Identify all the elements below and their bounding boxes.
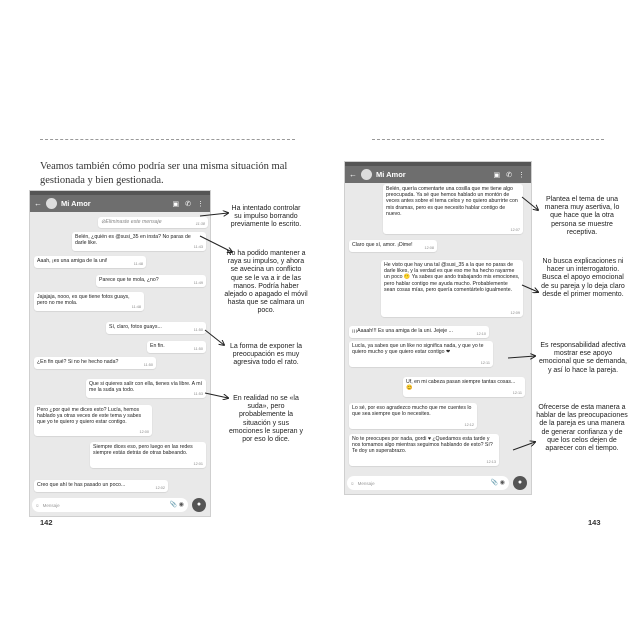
attach-camera-icons[interactable]: 📎 ◉ bbox=[169, 502, 184, 508]
annotation-note: Plantea el tema de una manera muy asertiva, lo que hace que la otra persona se muestre receptiva. bbox=[544, 196, 620, 236]
video-call-icon[interactable]: ▣ bbox=[493, 171, 501, 179]
emoji-icon[interactable]: ☺ bbox=[35, 502, 40, 508]
chat-message: Aaah, ¡es una amiga de la uni! 11:48 bbox=[34, 256, 146, 268]
chat-message: Sí, claro, fotos guays... 11:50 bbox=[106, 322, 206, 334]
chat-message: Siempre dices eso, pero luego en las redes siempre estás detrás de otras babeando. 12:01 bbox=[90, 442, 206, 468]
arrow bbox=[200, 213, 228, 216]
arrow bbox=[522, 197, 538, 210]
attach-camera-icons[interactable]: 📎 ◉ bbox=[490, 480, 505, 486]
contact-name[interactable]: Mi Amor bbox=[376, 170, 406, 179]
arrow bbox=[513, 442, 535, 450]
chat-message: Lucía, ya sabes que un like no significa nada, y que yo te quiero mucho y que quiero estar contigo ❤ 12:11 bbox=[349, 341, 493, 367]
message-placeholder: Mensaje bbox=[357, 480, 375, 486]
annotation-note: En realidad no se «la suda», pero probablemente la situación y sus emociones le superan y por eso lo dice. bbox=[229, 395, 303, 444]
chat-message: Pero ¿por qué me dices esto? Lucía, hemos hablado ya otras veces de este tema y sabes que yo te quiero y quiero estar contigo. 12:00 bbox=[34, 405, 152, 436]
arrow bbox=[205, 330, 224, 345]
microphone-icon[interactable]: ● bbox=[513, 476, 527, 490]
annotation-note: No ha podido mantener a raya su impulso, y ahora se avecina un conflicto que se le va a ir de las manos. Podría haber alejado o apagado el móvil hasta que se calmara un poco. bbox=[224, 250, 308, 315]
annotation-note: Ofrecerse de esta manera a hablar de las preocupaciones de la pareja es una manera de generar confianza y de que los celos dejen de aparecer con el tiempo. bbox=[536, 404, 628, 453]
chat-message: Jajajaja, nooo, es que tiene fotos guays, pero no me mola. 11:48 bbox=[34, 292, 144, 311]
arrow bbox=[200, 236, 232, 252]
chat-message: En fin. 11:50 bbox=[147, 341, 206, 353]
intro-paragraph: Veamos también cómo podría ser una misma situación mal gestionada y bien gestionada. bbox=[40, 161, 288, 186]
chat-message: ⊘ Eliminaste este mensaje 11:38 bbox=[98, 217, 208, 228]
chat-message: Belén, quería comentarte una cosilla que me tiene algo preocupada. Ya sé que hemos hablado un montón de veces antes sobre el tema celos y no quiero aburrirte con mis dramas, pero es que necesito hablar contigo de nuevo. 12:07 bbox=[383, 184, 523, 234]
chat-message: Que si quieres salir con ella, tienes vía libre. A mí me la suda ya todo. 11:53 bbox=[86, 379, 206, 398]
page-number: 142 bbox=[40, 518, 53, 527]
more-options-icon[interactable]: ⋮ bbox=[518, 171, 525, 179]
emoji-icon[interactable]: ☺ bbox=[350, 480, 355, 486]
chat-message: ¿En fin qué? Si no he hecho nada? 11:50 bbox=[34, 357, 156, 369]
phone-icon[interactable]: ✆ bbox=[185, 200, 191, 208]
chat-message: Parece que te mola, ¿no? 11:49 bbox=[96, 275, 206, 287]
annotation-note: Ha intentado controlar su impulso borrando previamente lo escrito. bbox=[230, 205, 302, 229]
back-arrow-icon[interactable]: ← bbox=[34, 199, 42, 208]
annotation-note: No busca explicaciones ni hacer un interrogatorio. Busca el apoyo emocional de su pareja y lo deja claro desde el primer momento. bbox=[541, 258, 625, 298]
microphone-icon[interactable]: ● bbox=[192, 498, 206, 512]
chat-message: No te preocupes por nada, gordi ♥ ¿Quedamos esta tarde y nos tomamos algo mientras seguimos hablando de esto? Sí? Te doy un superabrazo. 12:13 bbox=[349, 434, 499, 466]
chat-message: Uf, en mi cabeza pasan siempre tantas cosas... 😊 12:11 bbox=[403, 377, 525, 397]
message-placeholder: Mensaje bbox=[42, 502, 60, 508]
chat-message: Belén, ¿quién es @susi_35 en insta? No paras de darle like. 11:43 bbox=[72, 232, 206, 251]
annotation-note: La forma de exponer la preocupación es muy agresiva todo el rato. bbox=[230, 343, 302, 367]
arrow bbox=[522, 285, 538, 292]
contact-name[interactable]: Mi Amor bbox=[61, 199, 91, 208]
phone-icon[interactable]: ✆ bbox=[506, 171, 512, 179]
page-number: 143 bbox=[588, 518, 601, 527]
arrow bbox=[205, 393, 228, 398]
back-arrow-icon[interactable]: ← bbox=[349, 170, 357, 179]
chat-message: Claro que sí, amor. ¡Dime! 12:08 bbox=[349, 240, 437, 252]
chat-message: ¡¡¡Aaaah!!! Es una amiga de la uni. Jejeje ... 12:10 bbox=[349, 326, 489, 338]
chat-message: Lo sé, por eso agradezco mucho que me cuentes lo que sea siempre que lo necesites. 12:12 bbox=[349, 403, 477, 429]
chat-message: Creo que ahí te has pasado un poco... 12:02 bbox=[34, 480, 168, 492]
arrow bbox=[508, 356, 535, 358]
chat-message: He visto que hay una tal @susi_35 a la que no paras de darle likes, y la verdad es que eso me ha hecho rayarme un poco 😶 Ya sabes que ando trabajando mis emociones, pero hablar contigo me ayuda mucho. Probablemente sean cosas mías, pero quería comentártelo igualmente. 12:09 bbox=[381, 260, 523, 317]
video-call-icon[interactable]: ▣ bbox=[172, 200, 180, 208]
more-options-icon[interactable]: ⋮ bbox=[197, 200, 204, 208]
annotation-note: Es responsabilidad afectiva mostrar ese apoyo emocional que se demanda, y así lo hace la pareja. bbox=[539, 342, 627, 374]
